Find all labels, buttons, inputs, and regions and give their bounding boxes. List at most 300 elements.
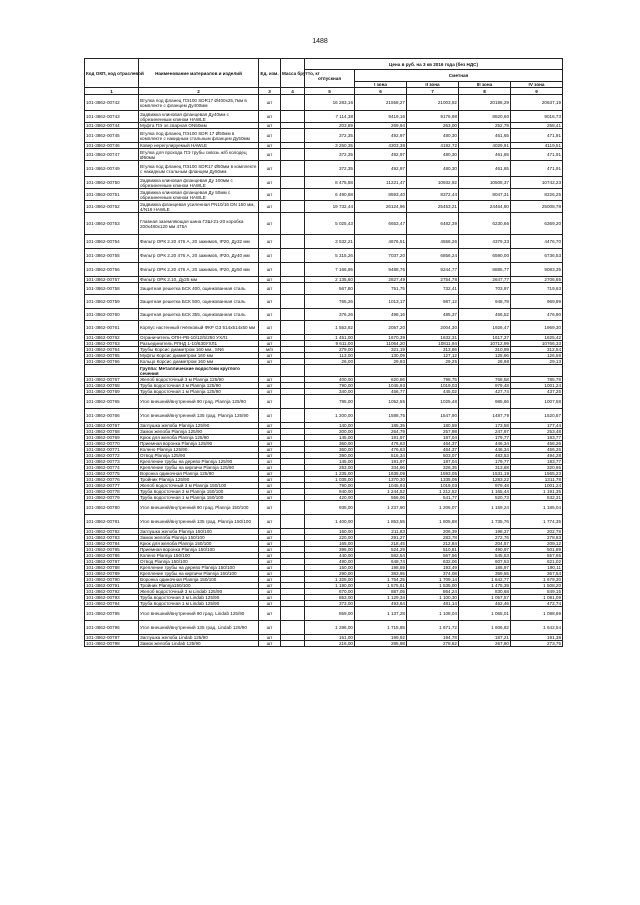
cell-zone2: 541,77 <box>407 495 459 501</box>
cell-zone2: 374,08 <box>407 571 459 577</box>
cell-name: Фильтр ОРК 2.20 476 А, 20 зажимов, IP20, Ду40 мм <box>139 249 259 263</box>
cell-empty <box>305 365 355 377</box>
col-num: 5 <box>305 88 355 95</box>
cell-zone4: 437,25 <box>511 389 563 395</box>
cell-mass <box>281 641 305 647</box>
cell-mass <box>281 201 305 213</box>
col-num: 4 <box>281 88 305 95</box>
cell-zone3: 461,65 <box>459 129 511 143</box>
cell-zone4: 258,41 <box>511 123 563 129</box>
cell-release: 795,00 <box>305 395 355 409</box>
cell-zone2: 9244,77 <box>407 263 459 277</box>
cell-unit: шт <box>259 477 281 483</box>
cell-code: 101-3862-00778 <box>85 489 139 495</box>
cell-zone2: 6856,24 <box>407 249 459 263</box>
cell-release: 372,35 <box>305 149 355 161</box>
cell-release: 1 553,82 <box>305 321 355 335</box>
cell-name: Колено Plannja 150/100 <box>139 553 259 559</box>
table-row <box>85 641 563 647</box>
cell-unit: шт <box>259 541 281 547</box>
cell-code: 101-3862-00765 <box>85 353 139 359</box>
cell-name: Задвижка клиновая фланцевая Ду40мм с обрезиненным клином HAWLE <box>139 111 259 123</box>
cell-zone2: 10811,94 <box>407 341 459 347</box>
header-unit: Ед. изм. <box>259 59 281 88</box>
cell-code: 101-3862-00761 <box>85 321 139 335</box>
col-num: 2 <box>139 88 259 95</box>
cell-name: Замок желоба Lindab 125/90 <box>139 641 259 647</box>
cell-zone4: 476,90 <box>511 309 563 321</box>
cell-zone1: 1 715,85 <box>355 621 407 635</box>
cell-code: 101-3862-00772 <box>85 453 139 459</box>
cell-unit: шт <box>259 359 281 365</box>
cell-mass <box>281 111 305 123</box>
cell-zone3: 8820,60 <box>459 111 511 123</box>
cell-zone2: 481,14 <box>407 601 459 607</box>
cell-release: 113,00 <box>305 353 355 359</box>
cell-zone1: 321,19 <box>355 347 407 353</box>
cell-zone4: 367,54 <box>511 571 563 577</box>
cell-unit: шт <box>259 235 281 249</box>
cell-zone2: 1025,48 <box>407 395 459 409</box>
cell-zone2: 25453,21 <box>407 201 459 213</box>
cell-code: 101-3862-00792 <box>85 589 139 595</box>
cell-zone2: 503,07 <box>407 453 459 459</box>
cell-code: 101-3862-00747 <box>85 149 139 161</box>
header-name: Наименование материалов и изделий <box>139 59 259 88</box>
cell-release: 160,00 <box>305 529 355 535</box>
cell-zone1: 456,77 <box>355 389 407 395</box>
cell-code: 101-3862-00777 <box>85 483 139 489</box>
cell-zone3: 204,57 <box>459 541 511 547</box>
cell-zone2: 1547,90 <box>407 409 459 423</box>
cell-name: Заглушка желоба Plannja 125/90 <box>139 423 259 429</box>
table-row <box>85 515 563 529</box>
cell-release: 1 400,00 <box>305 515 355 529</box>
cell-zone2: 6482,39 <box>407 213 459 235</box>
cell-empty <box>459 365 511 377</box>
cell-release: 16 283,16 <box>305 95 355 111</box>
cell-zone1: 269,94 <box>355 123 407 129</box>
cell-zone2: 29,25 <box>407 359 459 365</box>
cell-name: Главная заземляющая шина ГЗШ-21-20 коробка 200х480х120 мм 475А <box>139 213 259 235</box>
cell-zone4: 1 185,04 <box>511 501 563 515</box>
cell-zone1: 751,75 <box>355 283 407 295</box>
cell-zone2: 194,78 <box>407 635 459 641</box>
cell-zone2: 187,04 <box>407 435 459 441</box>
cell-code: 101-3862-00771 <box>85 447 139 453</box>
table-row <box>85 309 563 321</box>
cell-zone4: 6736,53 <box>511 249 563 263</box>
cell-zone2: 798,75 <box>407 377 459 383</box>
cell-code: 101-3862-00742 <box>85 95 139 111</box>
cell-zone4: 177,44 <box>511 423 563 429</box>
cell-code: 101-3862-00790 <box>85 577 139 583</box>
cell-zone3: 545,53 <box>459 553 511 559</box>
table-row <box>85 161 563 177</box>
cell-release: 1 035,00 <box>305 477 355 483</box>
cell-zone1: 4303,38 <box>355 143 407 149</box>
cell-name: Труба водосточная 3 м Lindab 125/90 <box>139 595 259 601</box>
cell-zone1: 4676,51 <box>355 235 407 249</box>
cell-unit: шт <box>259 249 281 263</box>
cell-code: 101-3862-00787 <box>85 559 139 565</box>
cell-unit: шт <box>259 143 281 149</box>
cell-unit: шт <box>259 341 281 347</box>
cell-zone4: 1001,24 <box>511 383 563 389</box>
cell-name: Фильтр ОРК 2.20 476 А, 20 зажимов, IP20, Ду50 мм <box>139 263 259 277</box>
cell-zone4: 10766,33 <box>511 341 563 347</box>
cell-zone4: 532,31 <box>511 495 563 501</box>
cell-name: Труба водосточная 1 м Plannja 150/100 <box>139 495 259 501</box>
cell-zone2: 313,86 <box>407 347 459 353</box>
cell-zone4: 2706,65 <box>511 277 563 283</box>
cell-zone1: 492,97 <box>355 129 407 143</box>
cell-name: Корпус настенный пчёлковый ФКР G3 514х514х50 мм <box>139 321 259 335</box>
cell-unit: шт <box>259 577 281 583</box>
cell-zone2: 1 206,07 <box>407 501 459 515</box>
cell-code: 101-3862-00770 <box>85 441 139 447</box>
cell-release: 8 475,58 <box>305 177 355 189</box>
cell-zone1: 21558,27 <box>355 95 407 111</box>
cell-zone2: 1 805,88 <box>407 515 459 529</box>
cell-release: 220,00 <box>305 535 355 541</box>
cell-zone4: 1 508,20 <box>511 583 563 589</box>
cell-release: 6 490,68 <box>305 189 355 201</box>
cell-release: 253,00 <box>305 465 355 471</box>
cell-unit: шт <box>259 129 281 143</box>
cell-release: 567,80 <box>305 283 355 295</box>
cell-release: 340,00 <box>305 389 355 395</box>
cell-name: Разъединитель РЛНД 1-10/630УХЛ1 <box>139 341 259 347</box>
cell-mass <box>281 189 305 201</box>
cell-name: Угол внешний/внутренний 135 град. Lindab 125/90 <box>139 621 259 635</box>
cell-zone2: 1 100,30 <box>407 595 459 601</box>
cell-unit: шт <box>259 177 281 189</box>
cell-code: 101-2662-00785 <box>85 547 139 553</box>
cell-release: 279,00 <box>305 347 355 353</box>
cell-zone1: 1052,55 <box>355 395 407 409</box>
cell-zone3: 462,46 <box>459 601 511 607</box>
cell-release: 373,00 <box>305 601 355 607</box>
cell-code: 101-3862-00786 <box>85 553 139 559</box>
table-row <box>85 295 563 309</box>
cell-unit: шт <box>259 321 281 335</box>
cell-zone3: 1283,22 <box>459 477 511 483</box>
cell-zone1: 1 853,55 <box>355 515 407 529</box>
cell-zone4: 1 679,30 <box>511 577 563 583</box>
cell-zone3: 247,97 <box>459 429 511 435</box>
cell-release: 1 325,00 <box>305 577 355 583</box>
cell-zone3: 10508,37 <box>459 177 511 189</box>
cell-zone4: 312,54 <box>511 347 563 353</box>
cell-unit: шт <box>259 547 281 553</box>
cell-release: 145,00 <box>305 435 355 441</box>
table-row <box>85 501 563 515</box>
cell-zone1: 2827,49 <box>355 277 407 283</box>
cell-code: 101-3862-00759 <box>85 295 139 309</box>
cell-code: 101-3862-00779 <box>85 495 139 501</box>
cell-release: 1 200,00 <box>305 409 355 423</box>
cell-zone1: 285,98 <box>355 641 407 647</box>
cell-unit: шт <box>259 589 281 595</box>
cell-name: Втулка для прохода ПЭ трубы сквозь ж/б колодец Ø50мм <box>139 149 259 161</box>
cell-zone3: 703,97 <box>459 283 511 295</box>
cell-mass <box>281 95 305 111</box>
cell-unit: шт <box>259 621 281 635</box>
cell-unit: шт <box>259 571 281 577</box>
cell-code: 101-3862-00745 <box>85 129 139 143</box>
cell-zone3: 187,21 <box>459 635 511 641</box>
cell-zone4: 849,15 <box>511 589 563 595</box>
table-row <box>85 621 563 635</box>
cell-name: Приемная воронка Plannja 125/90 <box>139 441 259 447</box>
header-zone1: I зона <box>355 82 407 88</box>
cell-zone3: 483,53 <box>459 453 511 459</box>
cell-zone1: 26124,96 <box>355 201 407 213</box>
cell-name: Задвижка клиновая фланцевая Ду 50мм с обрезиненным клином HAWLE <box>139 189 259 201</box>
cell-name: Фильтр ОРК 2.10, Ду25 мм <box>139 277 259 283</box>
cell-zone3: 446,34 <box>459 447 511 453</box>
cell-code: 101-3862-00744 <box>85 123 139 129</box>
cell-zone4: 1969,30 <box>511 321 563 335</box>
cell-zone4: 472,74 <box>511 601 563 607</box>
cell-release: 1 190,00 <box>305 583 355 589</box>
cell-zone4: 9083,35 <box>511 263 563 277</box>
cell-unit: шт <box>259 389 281 395</box>
cell-name: Крепление трубы на дерево Plannja 125/90 <box>139 459 259 465</box>
cell-unit: шт <box>259 501 281 515</box>
group-title: Группа: Металлические водостоки круглого сечения <box>139 365 259 377</box>
cell-code: 101-3862-00750 <box>85 177 139 189</box>
cell-zone4: 785,78 <box>511 377 563 383</box>
cell-release: 5 315,26 <box>305 249 355 263</box>
cell-code: 101-3862-00756 <box>85 263 139 277</box>
cell-zone3: 173,58 <box>459 423 511 429</box>
cell-release: 360,00 <box>305 447 355 453</box>
cell-zone2: 864,24 <box>407 589 459 595</box>
cell-zone1: 198,59 <box>355 565 407 571</box>
cell-zone3: 1 606,82 <box>459 621 511 635</box>
cell-zone4: 1 774,35 <box>511 515 563 529</box>
cell-zone3: 427,74 <box>459 389 511 395</box>
cell-mass <box>281 409 305 423</box>
cell-zone2: 987,12 <box>407 295 459 309</box>
cell-unit: шт <box>259 95 281 111</box>
cell-zone4: 1625,42 <box>511 335 563 341</box>
cell-zone4: 253,48 <box>511 429 563 435</box>
cell-zone4: 25008,78 <box>511 201 563 213</box>
cell-zone1: 516,34 <box>355 453 407 459</box>
cell-mass <box>281 321 305 335</box>
cell-zone3: 198,37 <box>459 529 511 535</box>
cell-zone4: 202,78 <box>511 529 563 535</box>
cell-zone1: 1013,17 <box>355 295 407 309</box>
cell-name: Колено Plannja 125/90 <box>139 447 259 453</box>
cell-zone4: 1565,23 <box>511 471 563 477</box>
cell-code: 101-3862-00754 <box>85 235 139 249</box>
cell-unit: шт <box>259 189 281 201</box>
cell-zone4: 6369,20 <box>511 213 563 235</box>
cell-code: 101-3862-00797 <box>85 635 139 641</box>
cell-zone4: 4119,51 <box>511 143 563 149</box>
cell-release: 151,00 <box>305 635 355 641</box>
cell-zone3: 1 165,44 <box>459 489 511 495</box>
cell-name: Желоб водосточный 3 м Plannja 150/100 <box>139 483 259 489</box>
cell-zone2: 1335,06 <box>407 477 459 483</box>
cell-name: Задвижка клиновая фланцевая Ду 100мм с обрезиненным клином HAWLE <box>139 177 259 189</box>
cell-zone2: 1632,31 <box>407 335 459 341</box>
cell-zone2: 9176,98 <box>407 111 459 123</box>
cell-name: Тройник Plannja150/100 <box>139 583 259 589</box>
cell-name: Замок желоба Plannja 150/100 <box>139 535 259 541</box>
table-row <box>85 321 563 335</box>
col-num: 8 <box>459 88 511 95</box>
cell-unit: шт <box>259 565 281 571</box>
cell-unit: шт <box>259 395 281 409</box>
cell-unit: шт <box>259 529 281 535</box>
table-row <box>85 395 563 409</box>
table-row <box>85 607 563 621</box>
cell-zone3: 185,97 <box>459 565 511 571</box>
cell-release: 1 235,00 <box>305 471 355 477</box>
cell-name: Защитная решетка БСК 400, оцинкованная сталь <box>139 283 259 295</box>
cell-zone1: 211,83 <box>355 529 407 535</box>
cell-zone2: 2004,30 <box>407 321 459 335</box>
table-row <box>85 177 563 189</box>
cell-unit: шт <box>259 553 281 559</box>
cell-release: 790,00 <box>305 483 355 489</box>
cell-zone2: 127,12 <box>407 353 459 359</box>
cell-zone3: 1926,47 <box>459 321 511 335</box>
cell-zone3: 446,34 <box>459 441 511 447</box>
cell-zone4: 4476,70 <box>511 235 563 249</box>
table-row <box>85 129 563 143</box>
cell-mass <box>281 515 305 529</box>
cell-name: Угол внешний/внутренний 135 град. Plannja 125/90 <box>139 409 259 423</box>
cell-code: 101-3862-00798 <box>85 641 139 647</box>
cell-zone4: 183,77 <box>511 459 563 465</box>
table-row <box>85 283 563 295</box>
cell-zone4: 1 642,54 <box>511 621 563 635</box>
cell-mass <box>281 621 305 635</box>
cell-zone1: 9419,16 <box>355 111 407 123</box>
header-zone2: II зона <box>407 82 459 88</box>
cell-zone2: 464,37 <box>407 441 459 447</box>
cell-unit: шт <box>259 377 281 383</box>
cell-zone4: 557,65 <box>511 553 563 559</box>
cell-zone3: 125,96 <box>459 353 511 359</box>
cell-zone4: 1007,58 <box>511 395 563 409</box>
cell-zone3: 272,76 <box>459 535 511 541</box>
cell-zone1: 1 575,51 <box>355 583 407 589</box>
cell-code: 101-3862-00763 <box>85 341 139 347</box>
cell-zone4: 456,26 <box>511 447 563 453</box>
cell-zone4: 278,83 <box>511 535 563 541</box>
cell-mass <box>281 283 305 295</box>
cell-release: 440,00 <box>305 553 355 559</box>
cell-zone4: 126,58 <box>511 353 563 359</box>
cell-zone2: 1 671,72 <box>407 621 459 635</box>
cell-name: Ограничитель ОПН-РВ-10/12/5/250 УХЛ1 <box>139 335 259 341</box>
cell-zone3: 8885,77 <box>459 263 511 277</box>
cell-name: Втулка под фланец ПЭ100 SDR17 Ø50мм в комплекте с накидным стальным фланцем Ду50мм <box>139 161 259 177</box>
cell-zone3: 466,52 <box>459 309 511 321</box>
cell-zone1: 648,74 <box>355 559 407 565</box>
cell-zone2: 2754,78 <box>407 277 459 283</box>
cell-zone2: 193,49 <box>407 565 459 571</box>
cell-zone2: 4192,72 <box>407 143 459 149</box>
cell-name: Защитная решетка БСК 500, оцинкованная сталь <box>139 295 259 309</box>
cell-mass <box>281 213 305 235</box>
cell-code: 101-3862-00768 <box>85 383 139 389</box>
cell-unit: шт <box>259 149 281 161</box>
cell-empty <box>511 365 563 377</box>
cell-zone4: 1001,24 <box>511 483 563 489</box>
cell-zone3: 1 159,24 <box>459 501 511 515</box>
cell-zone4: 501,89 <box>511 547 563 553</box>
cell-zone4: 183,77 <box>511 435 563 441</box>
cell-name: Труба водосточная 3 м Plannja 125/90 <box>139 383 259 389</box>
col-num: 6 <box>355 88 407 95</box>
cell-zone1: 1635,09 <box>355 471 407 477</box>
cell-zone2: 187,04 <box>407 459 459 465</box>
cell-mass <box>281 235 305 249</box>
cell-code: 101-3862-00769 <box>85 389 139 395</box>
cell-release: 670,00 <box>305 589 355 595</box>
cell-zone3: 768,58 <box>459 377 511 383</box>
cell-zone2: 326,35 <box>407 465 459 471</box>
cell-code: 101-3862-00774 <box>85 465 139 471</box>
cell-code: 101-3862-00780 <box>85 501 139 515</box>
cell-zone3: 979,48 <box>459 383 511 389</box>
cell-zone2: 480,30 <box>407 149 459 161</box>
cell-zone2: 567,56 <box>407 553 459 559</box>
cell-name: Заглушка желоба Lindab 125/90 <box>139 635 259 641</box>
cell-code: 101-3862-00762 <box>85 335 139 341</box>
cell-name: Ковер нерегулируемый HAWLE <box>139 143 259 149</box>
cell-zone3: 461,65 <box>459 149 511 161</box>
cell-name: Труба водосточная 1 м Plannja 125/90 <box>139 389 259 395</box>
cell-empty <box>259 365 281 377</box>
cell-zone4: 20637,19 <box>511 95 563 111</box>
cell-name: Муфта ПЭ эл.сварная ОN50мм <box>139 123 259 129</box>
cell-name: Угол внешний/внутренний 90 град. Plannja 150/100 <box>139 501 259 515</box>
cell-zone2: 480,30 <box>407 161 459 177</box>
cell-release: 853,00 <box>305 595 355 601</box>
cell-zone1: 1370,30 <box>355 477 407 483</box>
header-code: Код ОКП, код отраслевой <box>85 59 139 88</box>
cell-zone2: 510,81 <box>407 547 459 553</box>
cell-zone2: 1019,03 <box>407 483 459 489</box>
cell-release: 150,00 <box>305 565 355 571</box>
cell-unit: шт <box>259 595 281 601</box>
cell-unit: шт <box>259 435 281 441</box>
cell-zone3: 461,65 <box>459 161 511 177</box>
cell-code: 101-3862-00767 <box>85 423 139 429</box>
cell-name: Заглушка желоба Plannja 150/100 <box>139 529 259 535</box>
cell-zone3: 4029,91 <box>459 143 511 149</box>
cell-code: 101-3862-00791 <box>85 583 139 589</box>
cell-unit: шт <box>259 515 281 529</box>
cell-release: 396,00 <box>305 547 355 553</box>
cell-name: Желоб водосточный 3 м Plannja 125/90 <box>139 377 259 383</box>
cell-zone3: 1 065,01 <box>459 607 511 621</box>
cell-zone4: 471,91 <box>511 129 563 143</box>
table-row <box>85 201 563 213</box>
cell-unit: шт <box>259 409 281 423</box>
table-row <box>85 409 563 423</box>
cell-release: 26,00 <box>305 359 355 365</box>
